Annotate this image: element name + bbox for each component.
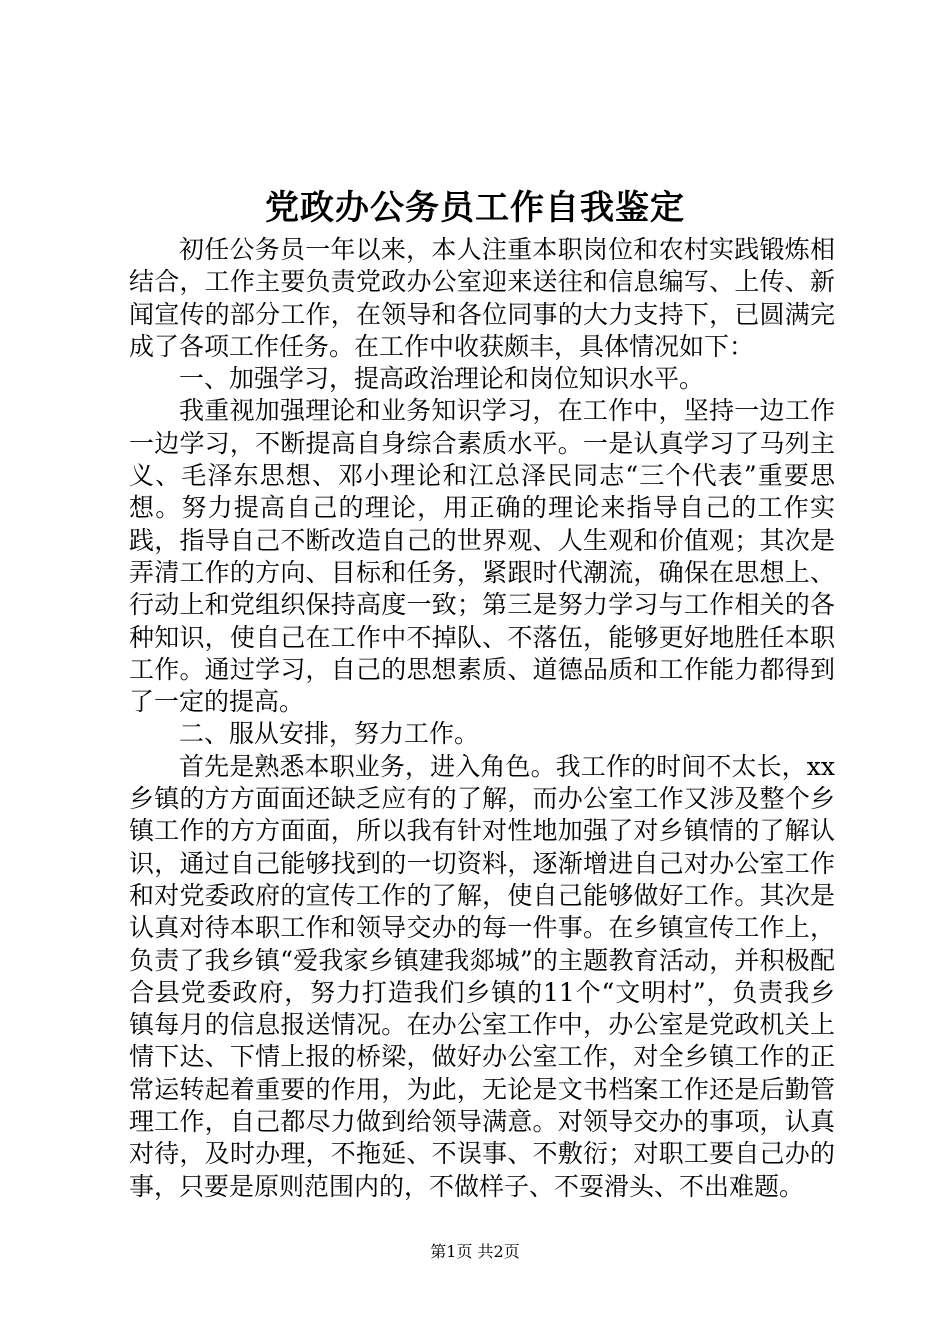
section-2-paragraph: 首先是熟悉本职业务，进入角色。我工作的时间不太长，xx乡镇的方方面面还缺乏应有的了解，而办公室工作又涉及整个乡镇工作的方方面面，所以我有针对性地加强了对乡镇情的了解认识，通过自己能够找到的一切资料，逐渐增进自己对办公室工作和对党委政府的宣传工作的了解，使自己能够做好工作。其次是认真对待本职工作和领导交办的每一件事。在乡镇宣传工作上，负责了我乡镇“爱我家乡镇建我郯城”的主题教育活动，并积极配合县党委政府，努力打造我们乡镇的11个“文明村”，负责我乡镇每月的信息报送情况。在办公室工作中，办公室是党政机关上情下达、下情上报的桥梁，做好办公室工作，对全乡镇工作的正常运转起着重要的作用，为此，无论是文书档案工作还是后勤管理工作，自己都尽力做到给领导满意。对领导交办的事项，认真对待，及时办理，不拖延、不误事、不敷衍；对职工要自己办的事，只要是原则范围内的，不做样子、不耍滑头、不出难题。 (129, 751, 835, 1201)
document-body (129, 234, 835, 1203)
document-title: 党政办公务员工作自我鉴定 (265, 188, 685, 228)
page-number-footer: 第1页 共2页 (430, 1242, 520, 1261)
section-heading-2: 二、服从安排，努力工作。 (179, 719, 480, 749)
intro-paragraph: 初任公务员一年以来，本人注重本职岗位和农村实践锻炼相结合，工作主要负责党政办公室迎来送往和信息编写、上传、新闻宣传的部分工作，在领导和各位同事的大力支持下，已圆满完成了各项工作任务。在工作中收获颇丰，具体情况如下： (129, 235, 835, 361)
section-heading-1: 一、加强学习，提高政治理论和岗位知识水平。 (179, 364, 705, 394)
section-1-paragraph: 我重视加强理论和业务知识学习，在工作中，坚持一边工作一边学习，不断提高自身综合素质水平。一是认真学习了马列主义、毛泽东思想、邓小理论和江总泽民同志“三个代表”重要思想。努力提高自己的理论，用正确的理论来指导自己的工作实践，指导自己不断改造自己的世界观、人生观和价值观；其次是弄清工作的方向、目标和任务，紧跟时代潮流，确保在思想上、行动上和党组织保持高度一致；第三是努力学习与工作相关的各种知识，使自己在工作中不掉队、不落伍，能够更好地胜任本职工作。通过学习，自己的思想素质、道德品质和工作能力都得到了一定的提高。 (129, 396, 835, 717)
